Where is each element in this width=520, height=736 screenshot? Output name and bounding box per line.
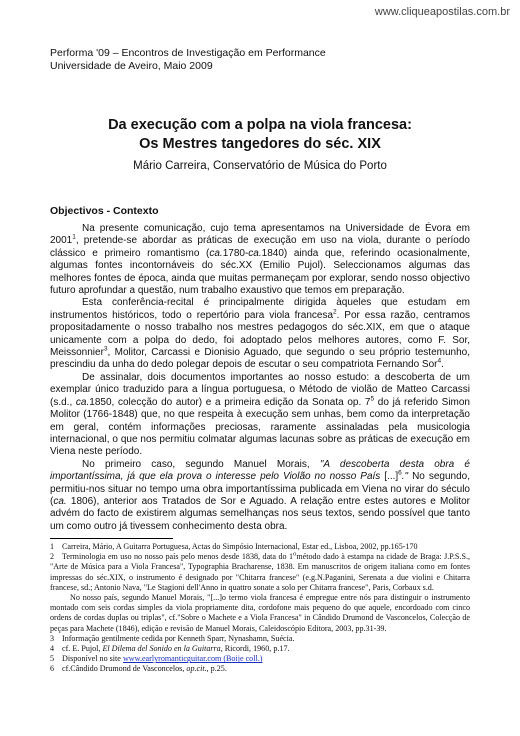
footnote-4: 4 cf. E. Pujol, El Dilema del Sonido en la Guitarra, Ricordi, 1960, p.17.	[50, 644, 290, 654]
footnote-ref: 4	[437, 358, 442, 366]
footnote-6: 6 cf.Cândido Drumond de Vasconcelos, op.cit., p.25.	[50, 664, 227, 674]
footnote-3: 3 Informação gentilmente cedida por Kenneth Sparr, Nynashamn, Suécia.	[50, 633, 295, 643]
footnote-5: 5 Disponível no site www.earlyromanticguitar.com (Boije coll.)	[50, 654, 263, 664]
footnote-2-continued: No nosso país, segundo Manuel Morais, "[...]o termo viola francesa é empregue entre nós para distinguir o instrumento montado com seis cordas simples da viola propriamente dita, cordofone mais pequeno do que aquele, encordoado com cinco ordens de cordas duplas ou triplas", cf."Sobre o Machete e a Viola Francesa" in Cândido Drumond de Vasconcelos, Colecção de peças para Machete (1846), edição e revisão de Manuel Morais, Caleidoscópio Editora, 2003, pp.31-39.	[50, 593, 470, 633]
source-link[interactable]: www.earlyromanticguitar.com (Boije coll.)	[122, 654, 263, 664]
footnote-ref: 3	[103, 345, 108, 353]
paper-title	[0, 116, 520, 154]
footnote-ref: 1	[72, 234, 76, 242]
header-line-2: Universidade de Aveiro, Maio 2009	[50, 60, 213, 73]
paragraph-4: No primeiro caso, segundo Manuel Morais, "A descoberta desta obra é importantíssima, já que ela prova o interesse pelo Violão no nosso País [...]$^6$." No segundo, permitiu-nos situar no tempo uma obra importantíssima publicada em Viena no virar do século (ca. 1806), anterior aos Tratados de Sor e Aguado. A relação entre estes autores e Molitor advém do facto de existirem algumas semelhanças nos seus textos, sendo possível que tanto um como outro já tivessem conhecimento desta obra.	[50, 458, 470, 532]
footnote-ref: 2	[333, 308, 337, 316]
footnote-ref: 6	[398, 469, 402, 477]
footnote-2: 2 Terminologia em uso no nosso país pelo menos desde 1838, data do 1$^o$método dado à estampa na cidade de Braga: J.P.S.S., "Arte de Música para a Viola Francesa", Typographia Bracharense, 1838. Em manuscritos de origem italiana como em fontes impressas do séc.XIX, o instrumento é designado por "Chitarra francese" (e.g.N.Paganini, Serenata a due violini e Chitarra francese, sd.; Antonio Nava, "Le Stagioni dell'Anno in quattro sonate a solo per Chitarra francese", Paris, Corbaux s.d.	[50, 550, 470, 592]
footnote-1: 1 Carreira, Mário, A Guitarra Portuguesa, Actas do Simpósio Internacional, Estar ed., Lisboa, 2002, pp.165-170	[50, 542, 418, 551]
footnote-ref: 5	[370, 395, 375, 403]
author-line: Mário Carreira, Conservatório de Música do Porto	[133, 160, 387, 172]
paragraph-3: De assinalar, dois documentos importantes ao nosso estudo: a descoberta de um exemplar único traduzido para a língua portuguesa, o Método de violão de Matteo Carcassi (s.d., ca.1850, colecção do autor) e a primeira edição da Sonata op. $7^5$ do já referido Simon Molitor (1766-1848) que, no que respeita à execução sem unhas, bem como da interpretação em geral, contém informações preciosas, raramente assinaladas pela musicologia internacional, o que nos permitiu colmatar algumas lacunas sobre as práticas de execução em Viena neste período.	[50, 371, 470, 458]
site-watermark: www.cliqueapostilas.com.br	[374, 6, 510, 18]
title-line-2: Os Mestres tangedores do séc. XIX	[139, 135, 381, 152]
footnote-divider	[50, 538, 173, 539]
body-text	[50, 223, 470, 533]
conference-header	[50, 47, 326, 73]
paragraph-1: Na presente comunicação, cujo tema apresentamos na Universidade de Évora em 2001$^1$, pretende-se abordar as práticas de execução em uso na viola, durante o período clássico e primeiro romantismo (ca.1780-ca.1840) ainda que, referindo ocasionalmente, algumas fontes incontornáveis do séc.XX (Emilio Pujol). Seleccionamos algumas das melhores fontes de época, ainda que muitas permaneçam por explorar, sendo nosso objectivo futuro aprofundar a questão, num trabalho exaustivo que temos em preparação.	[50, 223, 470, 297]
title-line-1: Da execução com a polpa na viola francesa:	[108, 117, 412, 133]
paragraph-2: Esta conferência-recital é principalmente dirigida àqueles que estudam em instrumentos históricos, todo o repertório para viola francesa$^2$. Por essa razão, centramos propositadamente o nosso trabalho nos mestres pedagogos do séc.XIX, em que o ataque unicamente com a polpa do dedo, foi adoptado pelos melhores autores, como F. Sor, Meissonnier$^3$, Molitor, Carcassi e Dionisio Aguado, que segundo o seu próprio testemunho, prescindiu da unha do dedo polegar depois de escutar o seu compatriota Fernando Sor$^4$.	[50, 297, 471, 371]
section-heading: Objectivos - Contexto	[50, 205, 159, 217]
header-line-1: Performa '09 – Encontros de Investigação em Performance	[50, 47, 326, 59]
footnotes	[50, 542, 470, 675]
